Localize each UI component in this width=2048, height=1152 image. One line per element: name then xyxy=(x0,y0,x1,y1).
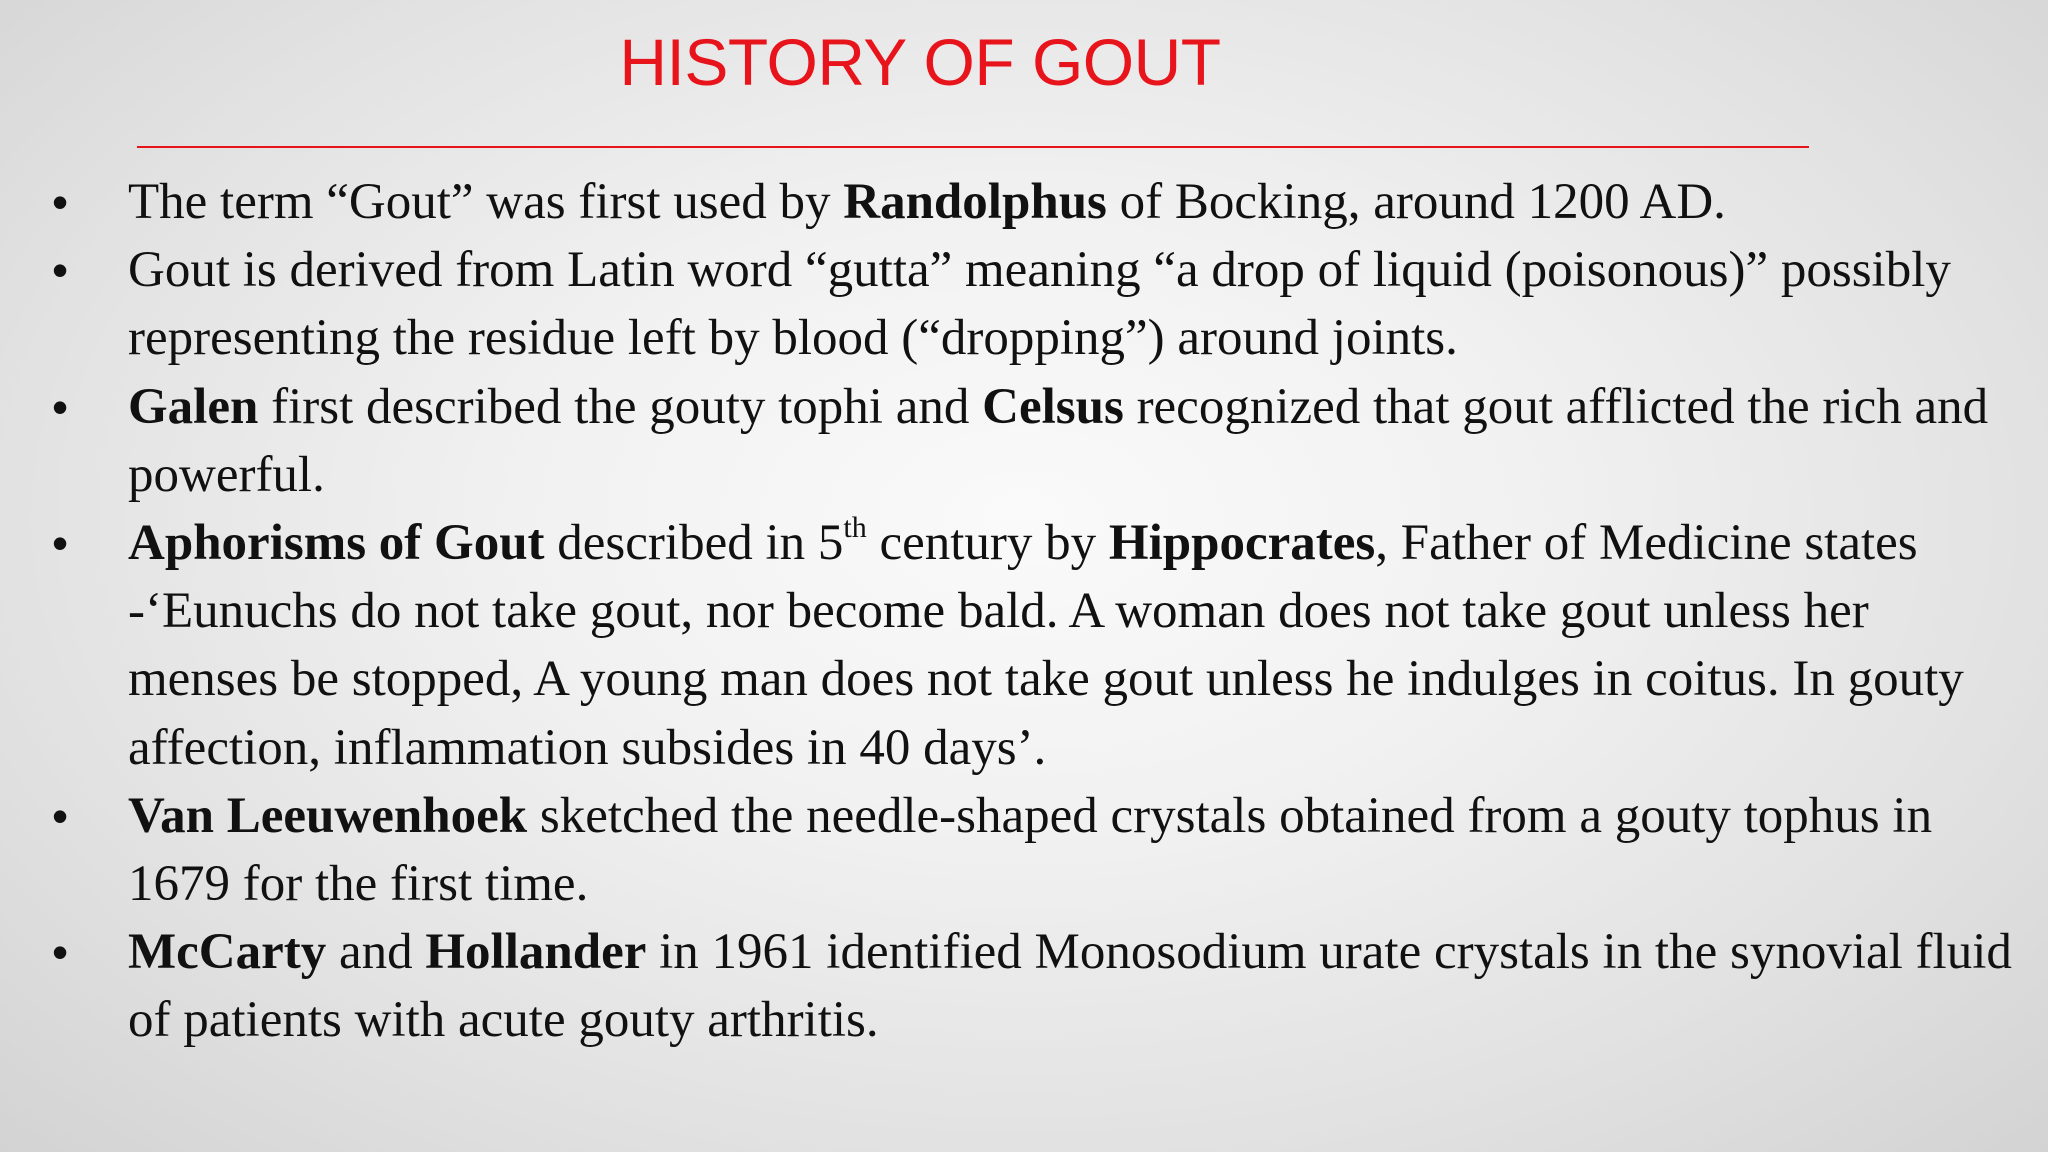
bullet-item-mccarty-hollander xyxy=(52,918,2012,1054)
bullet-text: in 1961 identified Monosodium urate crystals in the synovial fluid of patients with acute gouty arthritis. xyxy=(128,924,2012,1049)
bullet-text: first described the gouty tophi and xyxy=(258,378,983,435)
bullet-marker: • xyxy=(52,789,69,842)
bullet-text: sketched the needle-shaped crystals obtained from a gouty tophus in 1679 for the first time. xyxy=(128,787,1933,913)
bold-name: Aphorisms of Gout xyxy=(128,515,545,572)
bold-name: Celsus xyxy=(982,378,1124,435)
slide-title: HISTORY OF GOUT xyxy=(619,25,1221,99)
bullet-marker: • xyxy=(52,517,69,570)
bold-name: Hippocrates xyxy=(1108,515,1376,572)
bullet-text: recognized that gout afflicted the rich and powerful. xyxy=(128,378,1989,503)
bold-name: Randolphus xyxy=(843,174,1107,230)
bullet-marker: • xyxy=(52,380,69,433)
bullet-text: described in 5 xyxy=(544,515,844,572)
bullet-text: and xyxy=(326,924,426,981)
bullet-text: , Father of Medicine states -‘Eunuchs do not take gout, nor become bald. A woman does not take gout unless her menses be stopped, A young man does not take gout unless he indulges in coitus. In gouty affection, inflammation subsides in 40 days’. xyxy=(128,515,1964,776)
superscript: th xyxy=(843,511,867,545)
bullet-text: of Bocking, around 1200 AD. xyxy=(1106,174,1726,230)
title-divider xyxy=(137,146,1809,148)
bullet-marker: • xyxy=(52,244,69,297)
bullet-item-etymology xyxy=(52,236,2012,372)
bullet-text: century by xyxy=(866,515,1109,572)
bullet-text: The term “Gout” was first used by xyxy=(128,174,844,230)
bold-name: Galen xyxy=(128,378,259,435)
bullet-marker: • xyxy=(52,926,69,979)
bullet-item-hippocrates xyxy=(52,509,2012,782)
bold-name: Van Leeuwenhoek xyxy=(128,787,528,844)
bold-name: McCarty xyxy=(128,924,327,981)
bullet-item-leeuwenhoek xyxy=(52,782,2012,918)
bullet-item-randolphus xyxy=(52,168,2012,236)
bold-name: Hollander xyxy=(425,924,647,981)
bullet-list xyxy=(52,168,2012,1055)
bullet-item-galen-celsus xyxy=(52,373,2012,509)
bullet-text: Gout is derived from Latin word “gutta” meaning “a drop of liquid (poisonous)” possibly representing the residue left by blood (“dropping”) around joints. xyxy=(128,242,1951,367)
bullet-marker: • xyxy=(52,176,69,228)
